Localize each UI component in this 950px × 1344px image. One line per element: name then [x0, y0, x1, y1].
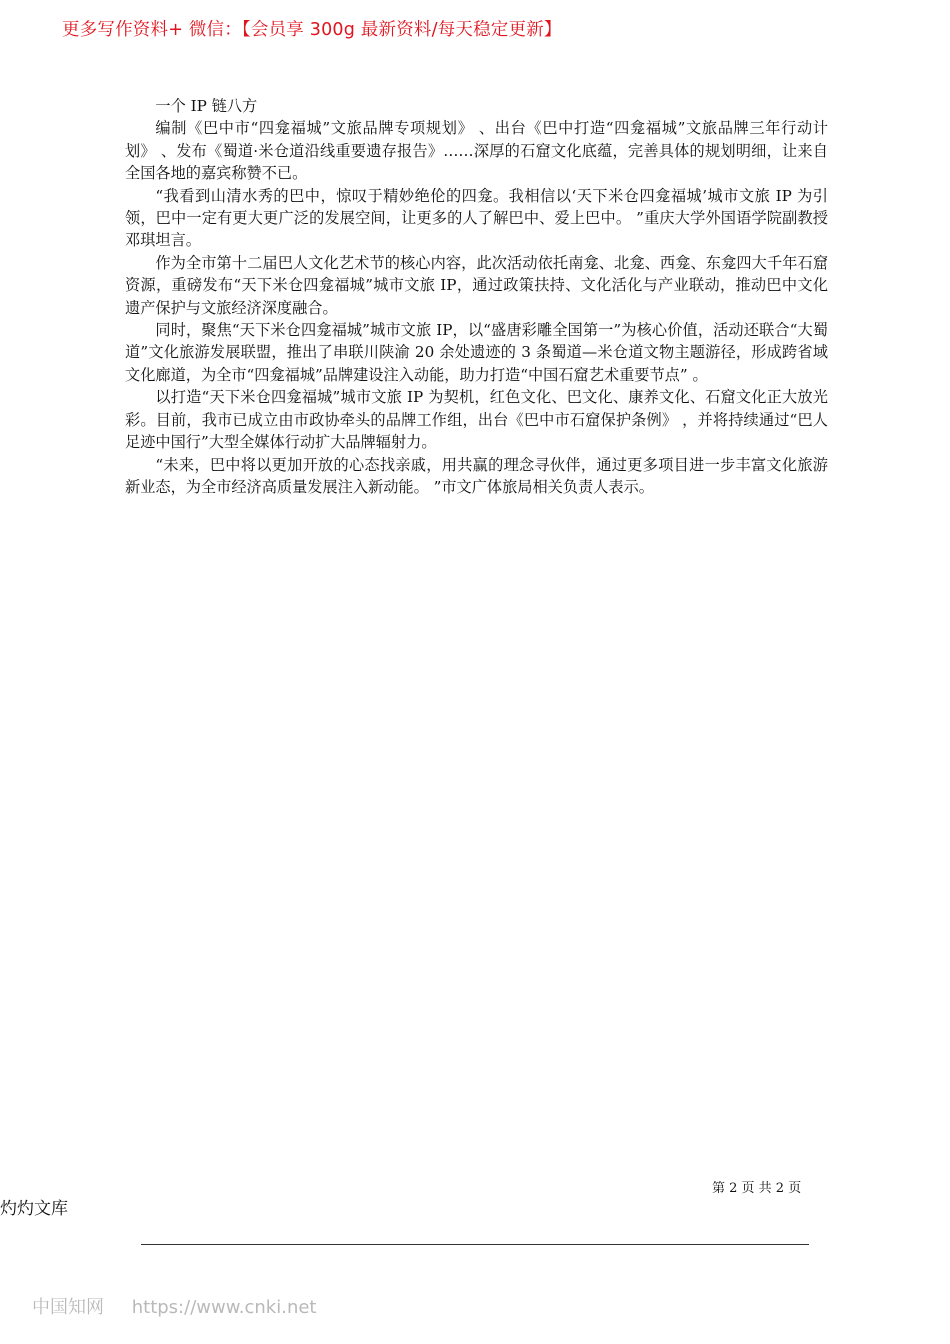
watermark-url: https://www.cnki.net	[131, 1297, 317, 1318]
paragraph: 以打造“天下米仓四龛福城”城市文旅 IP 为契机，红色文化、巴文化、康养文化、石窟文化正大放光彩。目前，我市已成立由市政协牵头的品牌工作组，出台《巴中市石窟保护条例》 ，并将持续通过“巴人足迹中国行”大型全媒体行动扩大品牌辐射力。	[125, 388, 828, 452]
paragraph: 作为全市第十二届巴人文化艺术节的核心内容，此次活动依托南龛、北龛、西龛、东龛四大千年石窟资源，重磅发布“天下米仓四龛福城”城市文旅 IP，通过政策扶持、文化活化与产业联动，推动巴中文化遗产保护与文旅经济深度融合。	[125, 253, 828, 317]
paragraph: “我看到山清水秀的巴中，惊叹于精妙绝伦的四龛。我相信以‘天下米仓四龛福城’城市文旅 IP 为引领，巴中一定有更大更广泛的发展空间，让更多的人了解巴中、爱上巴中。 ”重庆大学外国语学院副教授邓琪坦言。	[125, 186, 828, 250]
watermark-name: 中国知网	[32, 1297, 104, 1318]
paragraph: “未来，巴中将以更加开放的心态找亲戚，用共赢的理念寻伙伴，通过更多项目进一步丰富文化旅游新业态，为全市经济高质量发展注入新动能。 ”市文广体旅局相关负责人表示。	[125, 455, 828, 496]
watermark	[32, 1293, 316, 1319]
library-name: 灼灼文库	[0, 1199, 68, 1219]
footer-divider	[141, 1244, 809, 1245]
paragraph: 同时，聚焦“天下米仓四龛福城”城市文旅 IP，以“盛唐彩雕全国第一”为核心价值，活动还联合“大蜀道”文化旅游发展联盟，推出了串联川陕渝 20 余处遗迹的 3 条蜀道—米仓道文物主题游径，形成跨省域文化廊道，为全市“四龛福城”品牌建设注入动能，助力打造“中国石窟艺术重要节点” 。	[125, 321, 828, 384]
promo-banner: 更多写作资料+ 微信：【会员享 300g 最新资料/每天稳定更新】	[62, 20, 562, 40]
page-number: 第 2 页 共 2 页	[712, 1181, 802, 1196]
section-heading: 一个 IP 链八方	[155, 97, 258, 115]
paragraph: 编制《巴中市“四龛福城”文旅品牌专项规划》 、出台《巴中打造“四龛福城”文旅品牌三年行动计划》 、发布《蜀道·米仓道沿线重要遗存报告》……深厚的石窟文化底蕴，完善具体的规划明细，让来自全国各地的嘉宾称赞不已。	[125, 119, 828, 183]
article-body	[125, 95, 828, 498]
